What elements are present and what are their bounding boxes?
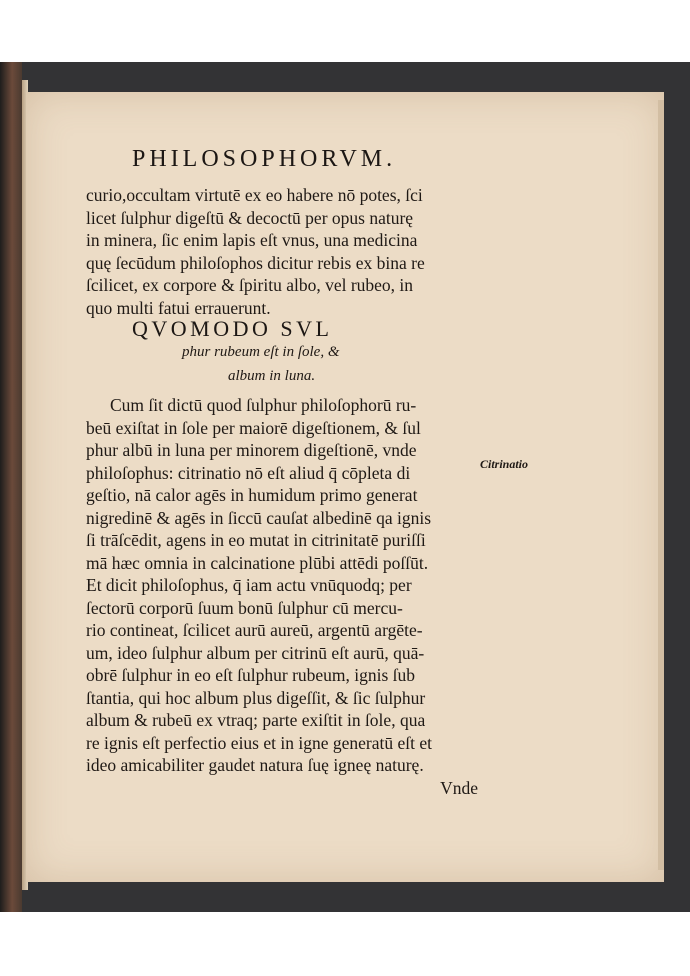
- section-subtitle: phur rubeum eſt in ſole, &: [182, 344, 340, 360]
- text-line: licet ſulphur digeſtū & decoctū per opus naturę: [86, 207, 414, 228]
- text-line: curio,occultam virtutē ex eo habere nō potes, ſci: [86, 185, 423, 205]
- marginal-note: Citrinatio: [480, 457, 529, 471]
- text-line: Et dicit philoſophus, q̄ iam actu vnūquodq; per: [86, 575, 412, 595]
- text-line: beū exiſtat in ſole per maiorē digeſtionem, & ſul: [86, 417, 421, 438]
- running-head: PHILOSOPHORVM.: [132, 146, 397, 172]
- paragraph-1: [86, 184, 486, 319]
- text-line: re ignis eſt perfectio eius et in igne generatū eſt et: [86, 732, 432, 753]
- text-line: nigredinē & agēs in ſiccū cauſat albedinē qa ignis: [86, 507, 432, 528]
- text-line: ſi trāſcēdit, agens in eo mutat in citrinitatē puriſſi: [86, 530, 426, 550]
- text-line: quę ſecūdum philoſophos dicitur rebis ex bina re: [86, 252, 425, 273]
- book-spine: [0, 62, 22, 912]
- text-line: obrē ſulphur in eo eſt ſulphur rubeum, ignis ſub: [86, 665, 416, 685]
- section-heading: QVOMODO SVL: [132, 316, 333, 341]
- text-line: rio contineat, ſcilicet aurū aureū, argentū argēte-: [86, 620, 423, 640]
- text-line: quo multi fatui errauerunt.: [86, 297, 271, 318]
- text-line: philoſophus: citrinatio nō eſt aliud q̄ cōpleta di: [86, 462, 411, 483]
- text-line: um, ideo ſulphur album per citrinū eſt aurū, quā-: [86, 642, 425, 663]
- page-edge: [658, 100, 664, 870]
- text-line: ſectorū corporū ſuum bonū ſulphur cū mercu-: [86, 597, 403, 618]
- text-line: ſtantia, qui hoc album plus digeſſit, & ſic ſulphur: [86, 687, 426, 708]
- text-line: in minera, ſic enim lapis eſt vnus, una medicina: [86, 230, 418, 250]
- text-line: album & rubeū ex vtraq; parte exiſtit in ſole, qua: [86, 710, 426, 730]
- text-line: ideo amicabiliter gaudet natura ſuę igneę naturę.: [86, 755, 424, 775]
- text-line: mā hæc omnia in calcinatione plūbi attēdi poſſūt.: [86, 552, 429, 573]
- section-subtitle: album in luna.: [228, 368, 316, 384]
- text-line: phur albū in luna per minorem digeſtionē, vnde: [86, 440, 417, 460]
- catchword: Vnde: [440, 777, 478, 798]
- text-line: ſcilicet, ex corpore & ſpiritu albo, vel rubeo, in: [86, 275, 414, 295]
- text-line: geſtio, nā calor agēs in humidum primo generat: [86, 485, 418, 505]
- text-line: Cum ſit dictū quod ſulphur philoſophorū ru-: [110, 395, 417, 415]
- paragraph-2: [86, 394, 486, 799]
